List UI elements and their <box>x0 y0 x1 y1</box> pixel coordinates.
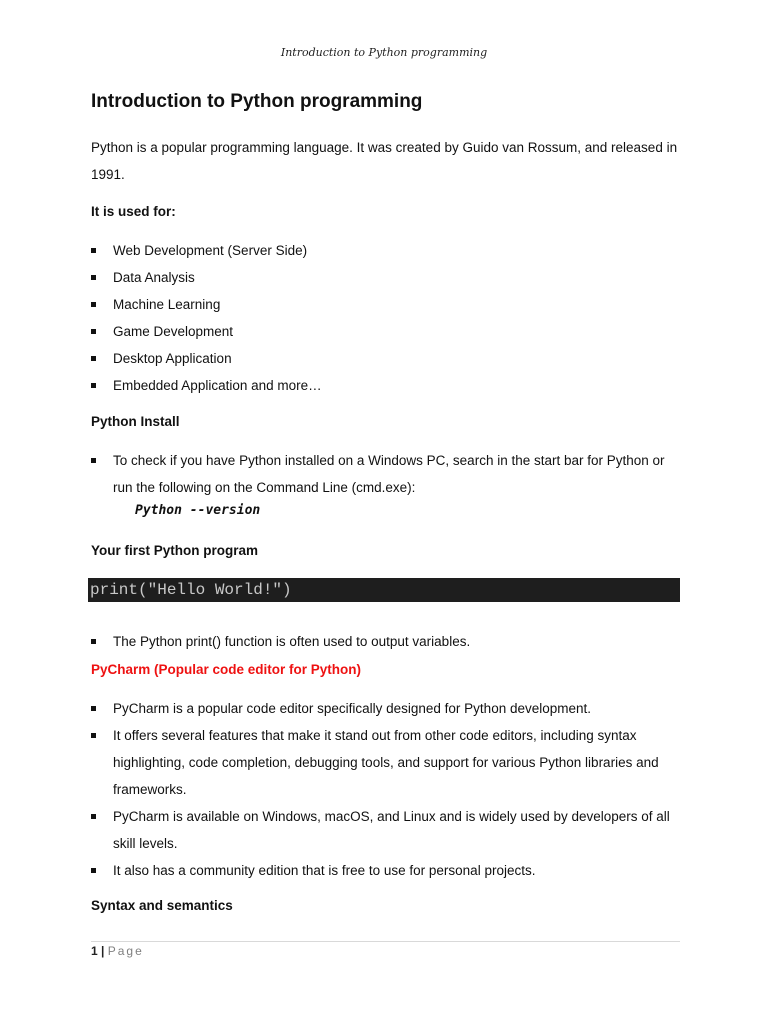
list-item: Data Analysis <box>91 264 681 291</box>
install-command: Python --version <box>135 503 261 518</box>
footer-divider <box>91 941 680 942</box>
pycharm-heading: PyCharm (Popular code editor for Python) <box>91 662 362 677</box>
print-list <box>91 628 681 655</box>
install-list <box>91 447 681 501</box>
running-header: Introduction to Python programming <box>280 46 488 59</box>
page-label: Page <box>107 944 144 958</box>
document-title: Introduction to Python programming <box>91 91 423 112</box>
list-item: Game Development <box>91 318 681 345</box>
uses-list <box>91 237 681 399</box>
list-item: Machine Learning <box>91 291 681 318</box>
first-program-heading: Your first Python program <box>91 543 259 558</box>
page-number: 1 <box>91 944 98 958</box>
list-item: It offers several features that make it stand out from other code editors, including syntax highlighting, code completion, debugging tools, and support for various Python libraries and frameworks. <box>91 722 681 803</box>
intro-paragraph: Python is a popular programming language. It was created by Guido van Rossum, and released in 1991. <box>91 140 678 182</box>
install-heading: Python Install <box>91 414 180 429</box>
list-item: Embedded Application and more… <box>91 372 681 399</box>
syntax-heading: Syntax and semantics <box>91 898 233 913</box>
list-item: PyCharm is a popular code editor specifically designed for Python development. <box>91 695 681 722</box>
list-item: Web Development (Server Side) <box>91 237 681 264</box>
list-item: PyCharm is available on Windows, macOS, and Linux and is widely used by developers of all skill levels. <box>91 803 681 857</box>
page-footer <box>91 944 144 958</box>
uses-heading: It is used for: <box>91 204 176 219</box>
list-item: Desktop Application <box>91 345 681 372</box>
footer-separator: | <box>101 944 105 958</box>
list-item: The Python print() function is often used to output variables. <box>91 628 681 655</box>
code-block: print("Hello World!") <box>88 578 680 602</box>
pycharm-list <box>91 695 681 884</box>
list-item: To check if you have Python installed on a Windows PC, search in the start bar for Python or run the following on the Command Line (cmd.exe): <box>91 447 681 501</box>
list-item: It also has a community edition that is free to use for personal projects. <box>91 857 681 884</box>
